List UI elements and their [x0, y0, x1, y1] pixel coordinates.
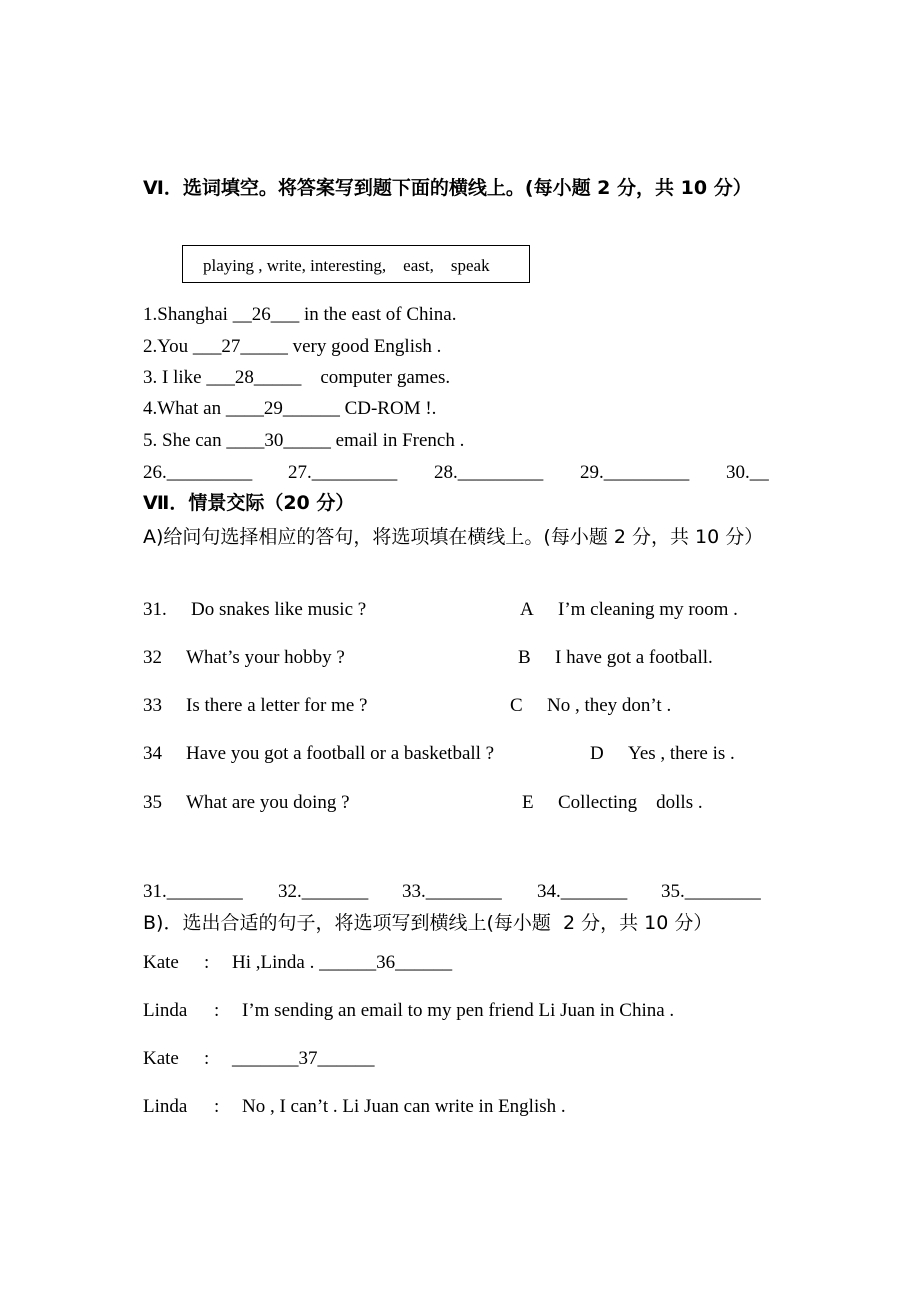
- answer-33: [402, 882, 502, 901]
- answer-32: [278, 882, 368, 901]
- answer-blank[interactable]: _______: [560, 881, 628, 902]
- match-question-33: Is there a letter for me ?: [186, 695, 368, 716]
- dialogue-colon: :: [214, 1000, 220, 1021]
- answer-label: 27.: [288, 462, 312, 483]
- match-num-35: 35: [143, 792, 162, 813]
- dialogue-colon: :: [214, 1096, 220, 1117]
- option-letter-b: B: [518, 647, 531, 668]
- match-num-32: 32: [143, 647, 162, 668]
- dialogue-colon: :: [204, 1048, 210, 1069]
- dialogue-speaker: Linda: [143, 1000, 188, 1021]
- dialogue-speaker: Kate: [143, 1048, 179, 1069]
- answer-blank[interactable]: _________: [166, 462, 253, 483]
- answer-label: 34.: [537, 881, 561, 902]
- match-num-33: 33: [143, 695, 162, 716]
- answer-27: [288, 463, 397, 482]
- question-26: 1.Shanghai __26___ in the east of China.: [143, 304, 457, 325]
- word-box-text: playing , write, interesting, east, speak: [203, 256, 490, 275]
- dialogue-line-36: Hi ,Linda . ______36______: [232, 952, 453, 973]
- dialogue-line: No , I can’t . Li Juan can write in English .: [242, 1096, 566, 1117]
- answer-label: 33.: [402, 881, 426, 902]
- answer-blank[interactable]: _________: [603, 462, 690, 483]
- answer-label: 31.: [143, 881, 167, 902]
- answer-31: [143, 882, 243, 901]
- answer-label: 32.: [278, 881, 302, 902]
- option-letter-c: C: [510, 695, 523, 716]
- match-question-35: What are you doing ?: [186, 792, 350, 813]
- word-box: [182, 245, 530, 283]
- match-num-34: 34: [143, 743, 162, 764]
- answer-label: 28.: [434, 462, 458, 483]
- answer-blank[interactable]: ________: [425, 881, 502, 902]
- question-27: 2.You ___27_____ very good English .: [143, 336, 442, 357]
- match-question-34: Have you got a football or a basketball ?: [186, 743, 495, 764]
- dialogue-line-37: _______37______: [232, 1048, 375, 1069]
- option-text-c: No , they don’t .: [547, 695, 672, 716]
- dialogue-colon: :: [204, 952, 210, 973]
- option-letter-d: D: [590, 743, 604, 764]
- answer-blank[interactable]: _________: [457, 462, 544, 483]
- answer-blank[interactable]: __: [749, 462, 769, 483]
- dialogue-speaker: Linda: [143, 1096, 188, 1117]
- section-7-heading: Ⅶ．情景交际（20 分）: [143, 492, 355, 514]
- option-text-e: Collecting dolls .: [558, 792, 703, 813]
- answer-blank[interactable]: ________: [166, 881, 243, 902]
- match-num-31: 31.: [143, 599, 167, 620]
- option-text-d: Yes , there is .: [628, 743, 735, 764]
- option-letter-a: A: [520, 599, 534, 620]
- question-30: 5. She can ____30_____ email in French .: [143, 430, 465, 451]
- answer-28: [434, 463, 543, 482]
- answer-blank[interactable]: ________: [684, 881, 761, 902]
- option-text-b: I have got a football.: [555, 647, 713, 668]
- answer-30: [726, 463, 769, 482]
- option-letter-e: E: [522, 792, 534, 813]
- answer-blank[interactable]: _______: [301, 881, 369, 902]
- answer-label: 35.: [661, 881, 685, 902]
- answer-label: 30.: [726, 462, 750, 483]
- match-question-31: Do snakes like music ?: [191, 599, 367, 620]
- dialogue-line: I’m sending an email to my pen friend Li Juan in China .: [242, 1000, 675, 1021]
- part-b-heading: B)．选出合适的句子，将选项写到横线上(每小题 2 分，共 10 分）: [143, 912, 713, 934]
- dialogue-speaker: Kate: [143, 952, 179, 973]
- answer-34: [537, 882, 627, 901]
- match-question-32: What’s your hobby ?: [186, 647, 345, 668]
- answer-blank[interactable]: _________: [311, 462, 398, 483]
- answer-label: 26.: [143, 462, 167, 483]
- section-6-heading: Ⅵ．选词填空。将答案写到题下面的横线上。(每小题 2 分，共 10 分）: [143, 177, 752, 199]
- answer-label: 29.: [580, 462, 604, 483]
- answer-26: [143, 463, 252, 482]
- part-a-heading: A)给问句选择相应的答句，将选项填在横线上。(每小题 2 分，共 10 分）: [143, 526, 764, 548]
- question-28: 3. I like ___28_____ computer games.: [143, 367, 451, 388]
- question-29: 4.What an ____29______ CD-ROM !.: [143, 398, 437, 419]
- option-text-a: I’m cleaning my room .: [558, 599, 738, 620]
- answer-35: [661, 882, 761, 901]
- answer-29: [580, 463, 689, 482]
